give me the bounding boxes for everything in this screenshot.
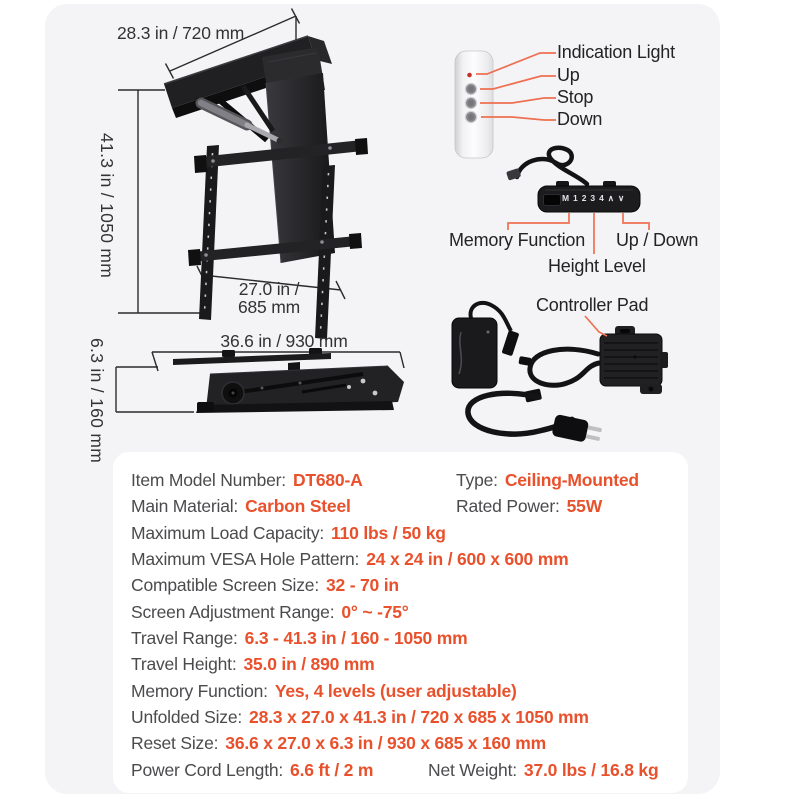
remote-control bbox=[455, 51, 493, 158]
spec-label: Type: bbox=[456, 470, 498, 490]
dim-label-unfolded-width: 28.3 in / 720 mm bbox=[117, 23, 245, 43]
dim-label-vesa-width-line1: 27.0 in / bbox=[238, 279, 300, 299]
spec-label: Screen Adjustment Range: bbox=[131, 601, 335, 622]
spec-value: 28.3 x 27.0 x 41.3 in / 720 x 685 x 1050 mm bbox=[249, 707, 589, 728]
spec-panel bbox=[113, 452, 688, 793]
remote-stop-button bbox=[465, 97, 477, 109]
spec-value: 37.0 lbs / 16.8 kg bbox=[523, 759, 659, 780]
spec-label: Travel Range: bbox=[131, 628, 238, 649]
spec-value: 32 - 70 in bbox=[326, 575, 399, 596]
spec-value: 35.0 in / 890 mm bbox=[243, 654, 375, 675]
callout-indication-light: Indication Light bbox=[557, 42, 675, 62]
dim-label-folded-width: 36.6 in / 930 mm bbox=[220, 331, 348, 351]
spec-label: Compatible Screen Size: bbox=[131, 575, 319, 596]
spec-value: 36.6 x 27.0 x 6.3 in / 930 x 685 x 160 mm bbox=[225, 733, 546, 754]
spec-row bbox=[131, 467, 674, 493]
spec-label: Net Weight: bbox=[428, 759, 517, 780]
spec-label: Maximum VESA Hole Pattern: bbox=[131, 549, 360, 570]
dim-label-folded-height: 6.3 in / 160 mm bbox=[87, 338, 107, 464]
remote-up-button bbox=[465, 83, 477, 95]
spec-label: Reset Size: bbox=[131, 733, 219, 754]
spec-row bbox=[131, 651, 674, 677]
spec-label: Travel Height: bbox=[131, 654, 237, 675]
callout-memory-function: Memory Function bbox=[449, 230, 586, 250]
controller-pad-box bbox=[600, 326, 668, 394]
spec-row bbox=[131, 625, 674, 651]
callout-height-level: Height Level bbox=[548, 256, 646, 276]
dim-label-unfolded-height: 41.3 in / 1050 mm bbox=[97, 133, 117, 279]
spec-value: 55W bbox=[566, 496, 603, 517]
spec-label: Maximum Load Capacity: bbox=[131, 522, 325, 543]
callout-controller-pad: Controller Pad bbox=[536, 295, 649, 315]
spec-row bbox=[131, 757, 674, 783]
controller-display bbox=[544, 195, 561, 206]
spec-row bbox=[131, 572, 674, 598]
spec-value: 110 lbs / 50 kg bbox=[331, 522, 446, 543]
spec-value: Carbon Steel bbox=[245, 496, 351, 517]
spec-value: Ceiling-Mounted bbox=[504, 470, 639, 490]
spec-value: 24 x 24 in / 600 x 600 mm bbox=[366, 549, 569, 570]
spec-value: Yes, 4 levels (user adjustable) bbox=[274, 680, 517, 701]
spec-label: Item Model Number: bbox=[131, 470, 286, 490]
spec-row bbox=[131, 678, 674, 704]
callout-down: Down bbox=[557, 109, 603, 129]
callout-stop: Stop bbox=[557, 87, 594, 107]
spec-label: Main Material: bbox=[131, 496, 239, 517]
indication-light-dot bbox=[467, 73, 472, 78]
spec-label: Memory Function: bbox=[131, 680, 268, 701]
spec-value: DT680-A bbox=[292, 470, 363, 490]
spec-value: 6.6 ft / 2 m bbox=[290, 759, 374, 780]
spec-label: Power Cord Length: bbox=[131, 759, 284, 780]
remote-down-button bbox=[465, 111, 477, 123]
controller-button-glyphs: M 1 2 3 4 ∧ ∨ bbox=[562, 193, 626, 203]
spec-row bbox=[131, 493, 674, 519]
spec-row bbox=[131, 599, 674, 625]
spec-row bbox=[131, 730, 674, 756]
callout-up: Up bbox=[557, 65, 580, 85]
dim-label-vesa-width-line2: 685 mm bbox=[237, 296, 300, 317]
dim-label-vesa-width bbox=[216, 281, 322, 316]
spec-value: 6.3 - 41.3 in / 160 - 1050 mm bbox=[244, 628, 468, 649]
spec-row bbox=[131, 520, 674, 546]
spec-value: 0° ~ -75° bbox=[341, 601, 409, 622]
spec-row bbox=[131, 546, 674, 572]
spec-label: Rated Power: bbox=[456, 496, 560, 517]
spec-label: Unfolded Size: bbox=[131, 707, 243, 728]
callout-up-down: Up / Down bbox=[616, 230, 699, 250]
spec-row bbox=[131, 704, 674, 730]
